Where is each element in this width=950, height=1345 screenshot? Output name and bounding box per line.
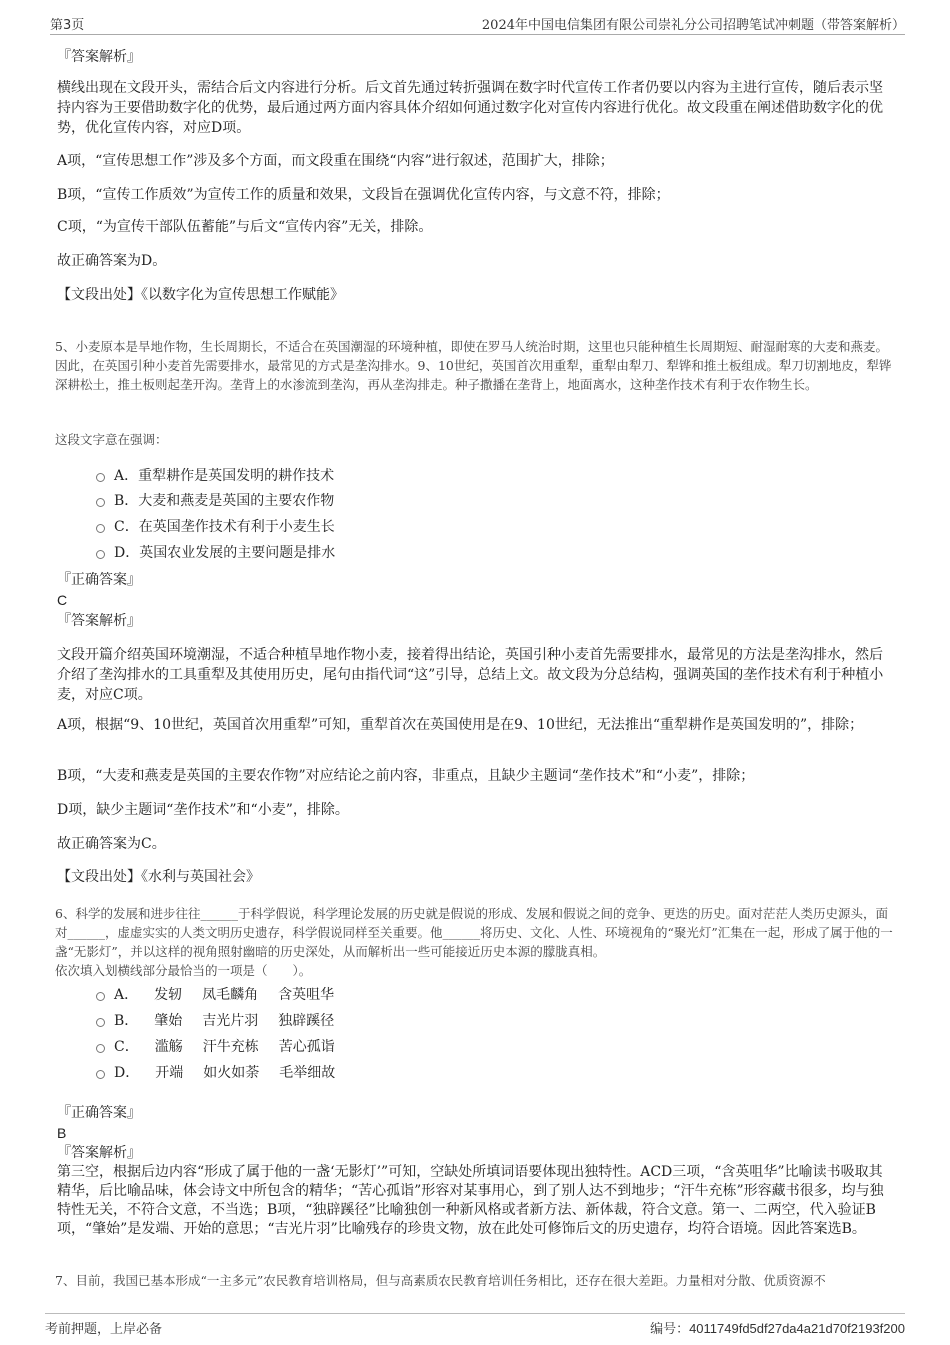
option-word-1: 滥觞 [154,1039,183,1055]
q4-analysis-label: 『答案解析』 [57,49,141,65]
q6-option-b[interactable] [96,1011,354,1031]
q5-option-a[interactable] [96,466,334,486]
q5-answer-label: 『正确答案』 [57,572,141,588]
q5-prompt: 这段文字意在强调： [55,432,168,447]
document-id: 编号：4011749fd5df27da4a21d70f2193f200 [650,1321,905,1336]
q7-stem: 7、目前，我国已基本形成“一主多元”农民教育培训格局，但与高素质农民教育培训任务相比，还存在很大差距。力量相对分散、优质资源不 [55,1273,826,1288]
q4-option-b-note: B项，“宣传工作质效”为宣传工作的质量和效果，文段旨在强调优化宣传内容，与文意不符，排除； [57,187,670,203]
q4-option-a-note: A项，“宣传思想工作”涉及多个方面，而文段重在围绕“内容”进行叙述，范围扩大，排除； [57,153,614,169]
q6-stem: 6、科学的发展和进步往往______于科学假说，科学理论发展的历史就是假说的形成、发展和假说之间的竞争、更迭的历史。面对茫茫人类历史源头，面对______，虚虚实实的人类文明历史遗存，科学假说同样至关重要。他______将历史、文化、人性、环境视角的“聚光灯”汇集在一起，形成了属于他的一盏“无影灯”，并以这样的视角照射幽暗的历史深处，从而解析出一些可能接近历史本源的朦胧真相。 [55,906,893,959]
q5-analysis-text: 文段开篇介绍英国环境潮湿，不适合种植旱地作物小麦，接着得出结论，英国引种小麦首先需要排水，最常见的方法是垄沟排水，然后介绍了垄沟排水的工具重犁及其使用历史，尾句由指代词“这”引导，总结上文。故文段为分总结构，强调英国的垄作技术有利于种植小麦，对应C项。 [57,647,884,703]
q6-answer: B [57,1125,67,1141]
page-header [50,14,905,35]
q6-analysis-text: 第三空，根据后边内容“形成了属于他的一盏‘无影灯’”可知，空缺处所填词语要体现出独特性。ACD三项，“含英咀华”比喻读书吸取其精华，后比喻品味，体会诗文中所包含的精华；“苦心孤诣”形容对某事用心，到了别人达不到地步；“汗牛充栋”形容藏书很多，均与独特性无关，不符合文意，不当选；B项，“独辟蹊径”比喻独创一种新风格或者新方法、新体裁，符合文意。第一、二两空，代入验证B项，“肇始”是发端、开始的意思；“吉光片羽”比喻残存的珍贵文物，放在此处可修饰后文的历史遗存，均符合语境。因此答案选B。 [57,1164,884,1237]
q5-option-b-note: B项，“大麦和燕麦是英国的主要农作物”对应结论之前内容，非重点，且缺少主题词“垄作技术”和“小麦”，排除； [57,768,755,784]
q6-option-a[interactable] [96,985,354,1005]
q5-answer: C [57,592,68,608]
radio-button[interactable] [96,524,105,533]
q5-option-a-note: A项，根据“9、10世纪，英国首次用重犁”可知，重犁首次在英国使用是在9、10世纪，无法推出“重犁耕作是英国发明的”，排除； [57,717,864,733]
option-word-3: 苦心孤诣 [278,1039,335,1055]
q5-option-c[interactable] [96,517,335,537]
q4-analysis-text: 横线出现在文段开头，需结合后文内容进行分析。后文首先通过转折强调在数字时代宣传工作者仍要以内容为主进行宣传，随后表示坚持内容为王要借助数字化的优势，最后通过两方面内容具体介绍如何通过数字化对宣传内容进行优化。故文段重在阐述借助数字化的优势，优化宣传内容，对应D项。 [57,80,883,136]
q5-option-b[interactable] [96,491,334,511]
q5-stem: 5、小麦原本是旱地作物，生长周期长，不适合在英国潮湿的环境种植，即使在罗马人统治时期，这里也只能种植生长周期短、耐湿耐寒的大麦和燕麦。因此，在英国引种小麦首先需要排水，最常见的方式是垄沟排水。9、10世纪，英国首次用重犁，重犁由犁刀、犁铧和推土板组成。犁刀切割地皮，犁铧深耕松土，推土板则起垄开沟。垄背上的水渗流到垄沟，再从垄沟排走。种子撒播在垄背上，地面离水，这种垄作技术有利于农作物生长。 [55,339,892,392]
page-number: 第3页 [50,18,85,33]
option-word-2: 如火如荼 [203,1065,260,1081]
q4-conclusion: 故正确答案为D。 [57,253,167,269]
q4-option-c-note: C项，“为宣传干部队伍蓄能”与后文“宣传内容”无关，排除。 [57,219,433,235]
option-key: B． [114,1013,139,1029]
q6-answer-label: 『正确答案』 [57,1105,141,1121]
q5-source: 【文段出处】《水利与英国社会》 [57,869,260,885]
option-word-1: 开端 [155,1065,184,1081]
page-footer [45,1313,905,1338]
q6-analysis-label: 『答案解析』 [57,1145,141,1161]
document-title: 2024年中国电信集团有限公司崇礼分公司招聘笔试冲刺题（带答案解析） [481,18,905,33]
radio-button[interactable] [96,473,105,482]
radio-button[interactable] [96,550,105,559]
option-label: D．英国农业发展的主要问题是排水 [114,545,336,561]
q5-analysis-label: 『答案解析』 [57,613,141,629]
q5-option-d-note: D项，缺少主题词“垄作技术”和“小麦”，排除。 [57,802,349,818]
option-word-2: 凤毛麟角 [202,987,259,1003]
q6-option-c[interactable] [96,1037,355,1057]
option-label: C．在英国垄作技术有利于小麦生长 [114,519,335,535]
q4-source: 【文段出处】《以数字化为宣传思想工作赋能》 [57,287,344,303]
radio-button[interactable] [96,1018,105,1027]
radio-button[interactable] [96,1044,105,1053]
q6-prompt: 依次填入划横线部分最恰当的一项是（ ）。 [55,963,312,978]
radio-button[interactable] [96,992,105,1001]
option-label: B．大麦和燕麦是英国的主要农作物 [114,493,335,509]
q5-conclusion: 故正确答案为C。 [57,836,166,852]
option-word-1: 发轫 [154,987,183,1003]
option-key: A． [114,987,139,1003]
option-word-3: 独辟蹊径 [278,1013,335,1029]
option-key: C． [114,1039,139,1055]
option-word-3: 含英咀华 [278,987,335,1003]
option-word-2: 汗牛充栋 [202,1039,259,1055]
footer-slogan: 考前押题，上岸必备 [45,1322,163,1337]
option-word-1: 肇始 [154,1013,183,1029]
option-word-3: 毛举细故 [279,1065,336,1081]
q6-option-d[interactable] [96,1063,355,1083]
radio-button[interactable] [96,1070,105,1079]
q5-option-d[interactable] [96,543,335,563]
option-word-2: 吉光片羽 [202,1013,259,1029]
radio-button[interactable] [96,498,105,507]
option-key: D． [114,1065,140,1081]
option-label: A．重犁耕作是英国发明的耕作技术 [114,468,335,484]
